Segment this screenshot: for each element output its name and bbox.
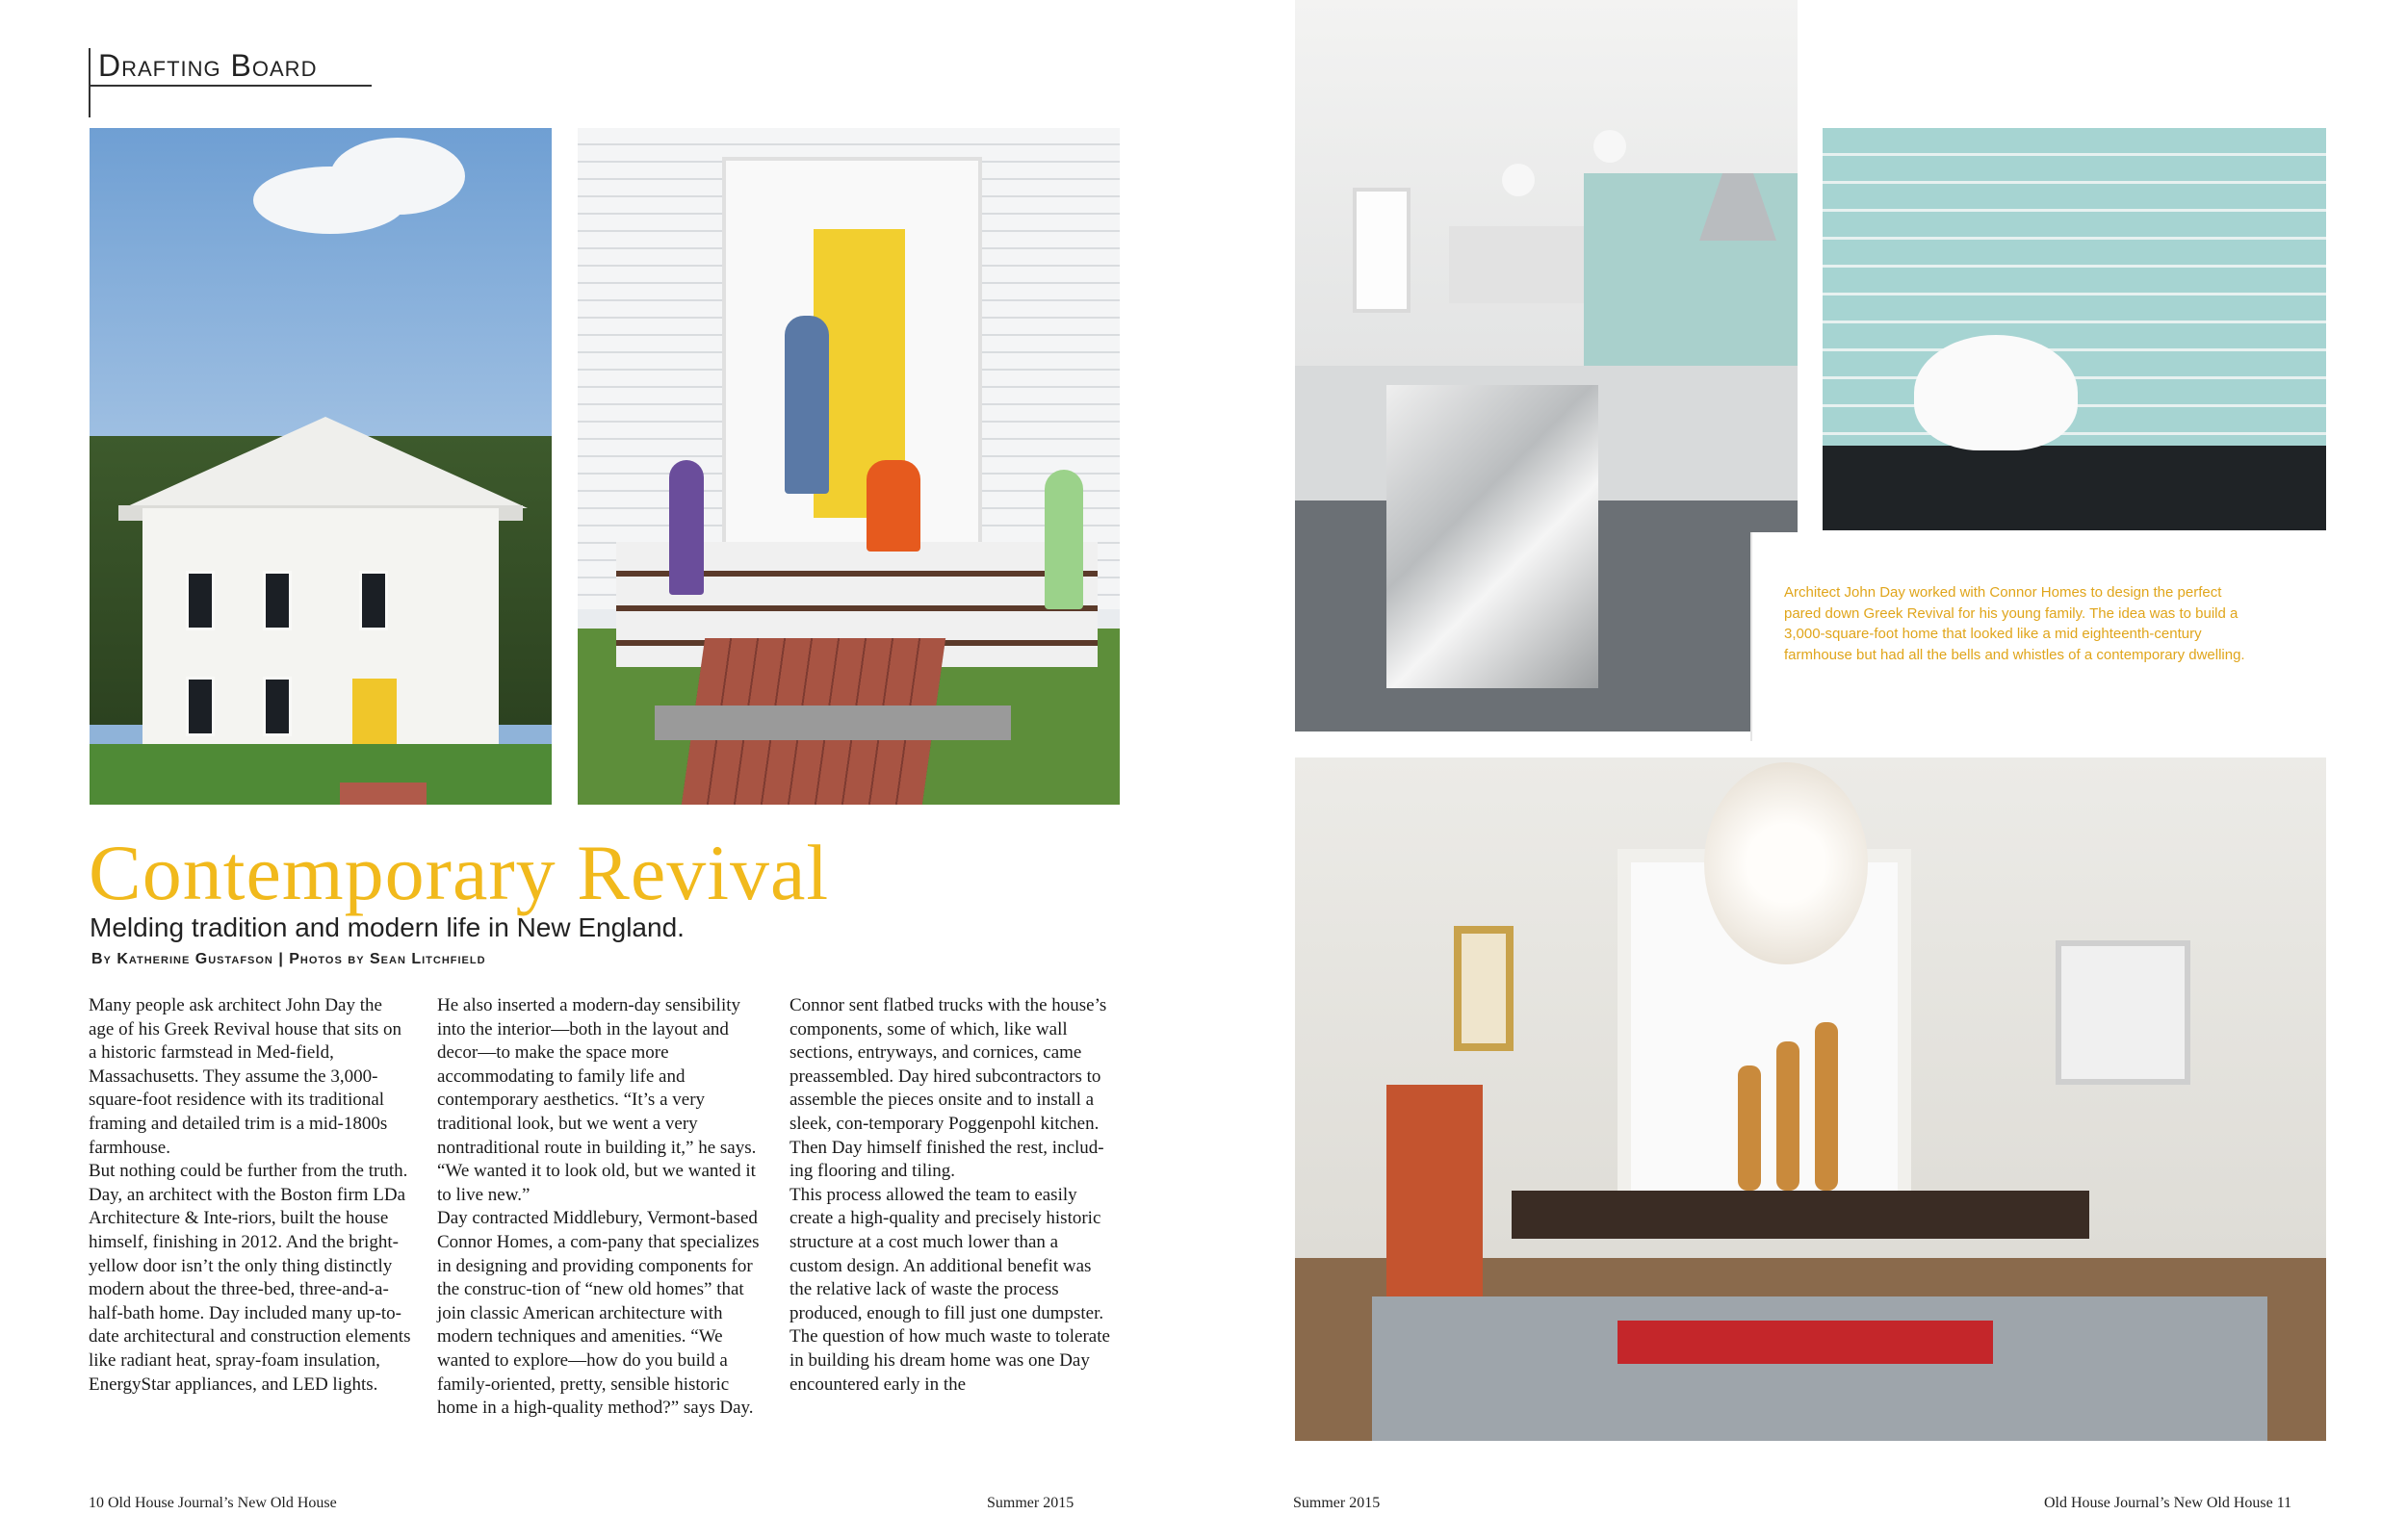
- folio-left-date: Summer 2015: [987, 1495, 1074, 1511]
- granite-step: [655, 706, 1011, 740]
- section-header: [89, 48, 370, 117]
- dek: Melding tradition and modern life in New England.: [90, 912, 685, 942]
- candlestick: [1776, 1041, 1799, 1191]
- folio-right-publication: Old House Journal’s New Old House 11: [2044, 1495, 2292, 1511]
- article-column-3: Connor sent flatbed trucks with the house’s components, some of which, like wall sections, entryways, and cornices, came preassembled. Day hired subcontractors to assemble the pieces onsite and to install a sleek, con-temporary Poggenpohl kitchen. Then Day himself finished the rest, includ-ing flooring and tiling. This process allowed the team to easily create a high-quality and precisely historic structure at a cost much lower than a custom design. An additional benefit was the relative lack of waste the process produced, enough to fill just one dumpster. The question of how much waste to tolerate in building his dream home was one Day encountered early in the: [789, 995, 1110, 1395]
- stove-top: [1823, 446, 2326, 530]
- cloud: [330, 138, 465, 215]
- window: [186, 571, 215, 630]
- framed-art: [1454, 926, 1514, 1051]
- window: [186, 677, 215, 736]
- dining-room-photo: [1295, 757, 2326, 1441]
- boy-figure: [1045, 470, 1083, 609]
- red-cabinet: [1386, 1085, 1483, 1296]
- white-teapot: [1914, 335, 2078, 450]
- article-column-1: Many people ask architect John Day the age of his Greek Revival house that sits on a historic farmstead in Med-field, Massachusetts. They assume the 3,000-square-foot residence with its traditional framing and detailed trim is a mid-1800s farmhouse. But nothing could be further from the truth. Day, an architect with the Boston firm LDa Architecture & Inte-riors, built the house himself, finishing in 2012. And the bright-yellow door isn’t the only thing distinctly modern about the three-bed, three-and-a-half-bath home. Day included many up-to-date architectural and construction elements like radiant heat, spray-foam insulation, EnergyStar appliances, and LED lights.: [89, 995, 411, 1395]
- family-porch-photo: [578, 128, 1120, 805]
- kitchen-photo: [1295, 0, 1798, 732]
- man-figure: [785, 316, 829, 494]
- tile-backsplash: [1584, 173, 1798, 366]
- section-rule: [91, 85, 372, 87]
- chandelier: [1704, 762, 1868, 964]
- house-pediment: [123, 417, 528, 508]
- byline: By Katherine Gustafson | Photos by Sean Litchfield: [91, 951, 486, 967]
- red-bench: [1618, 1321, 1993, 1364]
- window: [263, 571, 292, 630]
- woman-figure: [867, 460, 920, 552]
- window: [263, 677, 292, 736]
- pendant-light: [1593, 130, 1626, 163]
- photo-caption: Architect John Day worked with Connor Homes to design the perfect pared down Greek Revival for his young family. The idea was to build a 3,000-square-foot home that looked like a mid eighteenth-century farmhouse but had all the bells and whistles of a contemporary dwelling.: [1784, 584, 2245, 663]
- marble-island: [1386, 385, 1598, 688]
- article-column-2: He also inserted a modern-day sensibility into the interior—both in the layout and decor—to make the space more accommodating to family life and contemporary aesthetics. “It’s a very traditional look, but we went a very nontraditional route in building it,” he says. “We wanted it to look old, but we wanted it to live new.” Day contracted Middlebury, Vermont-based Connor Homes, a com-pany that specializes in designing and providing components for the construc-tion of “new old homes” that join classic American architecture with modern techniques and amenities. “We wanted to explore—how do you build a family-oriented, pretty, sensible historic home in a high-quality method?” says Day.: [437, 995, 760, 1419]
- folio-left-publication: 10 Old House Journal’s New Old House: [89, 1495, 337, 1511]
- window: [359, 571, 388, 630]
- folio-right-date: Summer 2015: [1293, 1495, 1381, 1511]
- candlestick: [1738, 1065, 1761, 1191]
- kitchen-window: [1353, 188, 1411, 313]
- headline: Contemporary Revival: [89, 829, 830, 916]
- pendant-light: [1502, 164, 1535, 196]
- teapot-photo: [1823, 128, 2326, 530]
- dining-table: [1512, 1191, 2089, 1239]
- girl-figure: [669, 460, 704, 595]
- brick-walk: [340, 783, 427, 805]
- candlestick: [1815, 1022, 1838, 1191]
- section-label: Drafting Board: [98, 48, 318, 83]
- area-rug: [1372, 1296, 2267, 1441]
- house-exterior-photo: [90, 128, 552, 805]
- framed-photo: [2056, 940, 2190, 1085]
- lawn: [90, 744, 552, 805]
